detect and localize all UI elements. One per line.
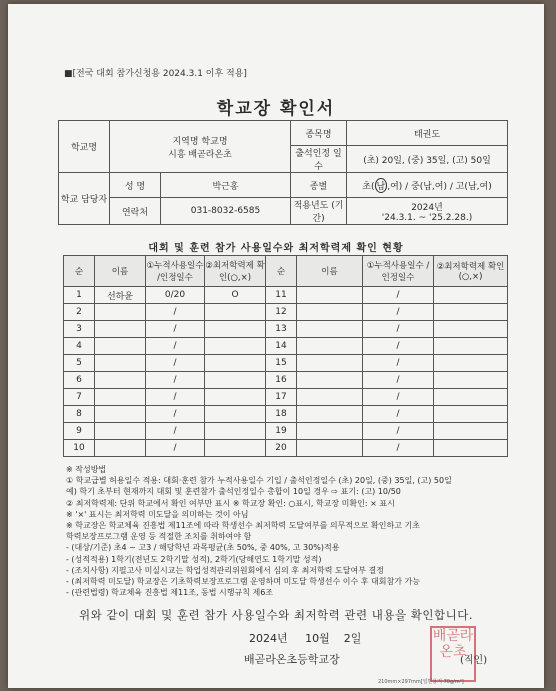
row-days: / bbox=[146, 406, 205, 423]
date-year: 2024년 bbox=[249, 632, 288, 645]
header-min: ②최저학력제 확인(○,×) bbox=[205, 256, 266, 287]
row-no: 16 bbox=[266, 372, 297, 389]
row-name bbox=[297, 287, 363, 304]
seal-label: (직인) bbox=[460, 655, 488, 666]
event-value: 태권도 bbox=[347, 121, 508, 146]
note-line: - (최저학력 미도달) 학교장은 기초학력보장프로그램 운영하며 미도달 학생선수 이수 후 대회참가 가능 bbox=[66, 577, 420, 587]
row-name bbox=[95, 389, 146, 406]
table-row bbox=[64, 287, 508, 304]
staff-label: 학교 담당자 bbox=[59, 173, 110, 225]
header-no: 순 bbox=[64, 256, 95, 287]
document-page bbox=[8, 4, 544, 688]
school-label: 학교명 bbox=[59, 121, 110, 173]
row-name bbox=[95, 406, 146, 423]
row-min bbox=[434, 440, 508, 457]
row-days: / bbox=[363, 440, 434, 457]
row-no: 5 bbox=[64, 355, 95, 372]
row-no: 7 bbox=[64, 389, 95, 406]
table-row bbox=[64, 321, 508, 338]
row-no: 10 bbox=[64, 440, 95, 457]
date-day: 2일 bbox=[343, 632, 362, 645]
row-no: 14 bbox=[266, 338, 297, 355]
row-no: 3 bbox=[64, 321, 95, 338]
row-min bbox=[434, 355, 508, 372]
row-days: / bbox=[146, 355, 205, 372]
row-no: 11 bbox=[266, 287, 297, 304]
notes bbox=[66, 464, 506, 598]
table-row bbox=[64, 406, 508, 423]
note-line: ※ 작성방법 bbox=[66, 465, 107, 474]
row-no: 17 bbox=[266, 389, 297, 406]
row-no: 2 bbox=[64, 304, 95, 321]
header-note: ■[전국 대회 참가신청용 2024.3.1 이후 적용] bbox=[64, 69, 247, 79]
row-days: / bbox=[363, 287, 434, 304]
category-circled: 남 bbox=[375, 178, 388, 193]
note-line: ② 최저학력제: 단위 학교에서 확인 여부만 표시 ※ 학교장 확인: ○표시, 학교장 미확인: × 표시 bbox=[66, 498, 395, 508]
table-row bbox=[64, 338, 508, 355]
row-min bbox=[205, 440, 266, 457]
note-line: - (대상/기준) 초4 ~ 고3 / 해당학년 과목평균(초 50%, 중 40%, 고 30%)적용 bbox=[66, 543, 340, 553]
table-row bbox=[64, 372, 508, 389]
row-min bbox=[205, 406, 266, 423]
row-name bbox=[95, 423, 146, 440]
days-label: 출석인정 일수 bbox=[291, 146, 347, 173]
row-days: / bbox=[146, 321, 205, 338]
year-value bbox=[347, 198, 508, 225]
row-name bbox=[95, 338, 146, 355]
row-min bbox=[434, 372, 508, 389]
row-min: O bbox=[205, 287, 266, 304]
participation-table bbox=[63, 255, 508, 457]
category-label: 종별 bbox=[291, 173, 347, 198]
row-name bbox=[297, 321, 363, 338]
row-min bbox=[205, 338, 266, 355]
note-line: ※ '×' 표시는 최저학력 미도달을 의미하는 것이 아님 bbox=[66, 509, 249, 519]
header-days: ①누적사용일수 /인정일수 bbox=[146, 256, 205, 287]
header-name-2: 이름 bbox=[297, 256, 363, 287]
table-row bbox=[64, 355, 508, 372]
row-days: / bbox=[363, 338, 434, 355]
row-days: / bbox=[146, 440, 205, 457]
row-no: 19 bbox=[266, 423, 297, 440]
row-min bbox=[434, 304, 508, 321]
row-name bbox=[95, 355, 146, 372]
row-days: / bbox=[363, 355, 434, 372]
table-row bbox=[64, 389, 508, 406]
row-no: 1 bbox=[64, 287, 95, 304]
note-line: 예) 학기 초부터 현재까지 대회 및 훈련참가 출석인정일수 총합이 10일 경우 ⇨ 표기: (고) 10/50 bbox=[66, 487, 401, 497]
row-name bbox=[297, 304, 363, 321]
contact-value: 031-8032-6585 bbox=[161, 198, 291, 225]
row-no: 13 bbox=[266, 321, 297, 338]
category-prefix: 초( bbox=[362, 181, 375, 192]
row-days: / bbox=[363, 389, 434, 406]
category-rest: ,여) / 중(남,여) / 고(남,여) bbox=[387, 181, 492, 192]
row-min bbox=[205, 389, 266, 406]
header-days-2: ①누적사용일수 /인정일수 bbox=[363, 256, 434, 287]
note-line: - (관련법령) 학교체육 진흥법 제11조, 동법 시행규칙 제6조 bbox=[66, 588, 274, 598]
row-no: 18 bbox=[266, 406, 297, 423]
header-name: 이름 bbox=[95, 256, 146, 287]
row-days: / bbox=[146, 338, 205, 355]
row-days: / bbox=[146, 304, 205, 321]
table-row bbox=[64, 423, 508, 440]
row-no: 9 bbox=[64, 423, 95, 440]
row-days: / bbox=[146, 372, 205, 389]
row-days: / bbox=[363, 372, 434, 389]
row-name bbox=[297, 440, 363, 457]
school-value-line1: 지역명 학교명 bbox=[172, 136, 228, 147]
row-days: / bbox=[363, 321, 434, 338]
header-min-2: ②최저학력제 확인(○,×) bbox=[434, 256, 508, 287]
name-label: 성 명 bbox=[110, 173, 161, 198]
row-days: / bbox=[363, 406, 434, 423]
year-value-line2: '24.3.1. ~ '25.2.28.) bbox=[381, 212, 473, 223]
event-label: 종목명 bbox=[291, 121, 347, 146]
row-min bbox=[205, 355, 266, 372]
contact-label: 연락처 bbox=[110, 198, 161, 225]
row-no: 6 bbox=[64, 372, 95, 389]
school-value-line2: 시흥 배곧라온초 bbox=[168, 149, 232, 160]
row-min bbox=[205, 321, 266, 338]
row-min bbox=[434, 406, 508, 423]
row-name bbox=[297, 355, 363, 372]
row-min bbox=[205, 423, 266, 440]
school-value bbox=[110, 121, 291, 173]
row-no: 4 bbox=[64, 338, 95, 355]
date bbox=[249, 630, 361, 646]
table-row bbox=[64, 440, 508, 457]
year-value-line1: 2024년 bbox=[411, 202, 443, 213]
row-name bbox=[297, 406, 363, 423]
header-no-2: 순 bbox=[266, 256, 297, 287]
paper-size-note: 210mm×297mm[일반용지 70g/m²] bbox=[378, 679, 464, 685]
row-min bbox=[434, 423, 508, 440]
row-days: 0/20 bbox=[146, 287, 205, 304]
row-min bbox=[434, 389, 508, 406]
row-days: / bbox=[363, 304, 434, 321]
row-name bbox=[95, 440, 146, 457]
section-title: 대회 및 훈련 참가 사용일수와 최저학력제 확인 현황 bbox=[148, 243, 404, 254]
days-value: (초) 20일, (중) 35일, (고) 50일 bbox=[347, 146, 508, 173]
closing-statement: 위와 같이 대회 및 훈련 참가 사용일수와 최저학력 관련 내용을 확인합니다. bbox=[79, 608, 473, 622]
row-name bbox=[95, 372, 146, 389]
note-line: ※ 학교장은 학교체육 진흥법 제11조에 따라 학생선수 최저학력 도달여부를 의무적으로 확인하고 기초 bbox=[66, 521, 420, 531]
note-line: - (조치사항) 지필고사 미실시교는 학업성적관리위원회에서 심의 후 최저학력 도달여부 결정 bbox=[66, 565, 384, 575]
row-min bbox=[205, 372, 266, 389]
school-principal: 배곧라온초등학교장 bbox=[244, 653, 340, 666]
row-min bbox=[434, 321, 508, 338]
row-name bbox=[95, 304, 146, 321]
note-line: 학력보장프로그램 운영 등 적절한 조치를 취하여야 함 bbox=[66, 532, 252, 542]
row-min bbox=[434, 287, 508, 304]
name-value: 박근홍 bbox=[161, 173, 291, 198]
table-row bbox=[64, 304, 508, 321]
seal-text: 배곧라온초 bbox=[432, 628, 474, 660]
category-value bbox=[347, 173, 508, 198]
row-no: 8 bbox=[64, 406, 95, 423]
row-min bbox=[205, 304, 266, 321]
row-name bbox=[297, 338, 363, 355]
row-no: 15 bbox=[266, 355, 297, 372]
row-name bbox=[297, 389, 363, 406]
row-name bbox=[297, 423, 363, 440]
row-name: 선하윤 bbox=[95, 287, 146, 304]
row-min bbox=[434, 338, 508, 355]
document-title: 학교장 확인서 bbox=[216, 99, 336, 119]
row-days: / bbox=[146, 389, 205, 406]
info-table bbox=[58, 120, 508, 225]
note-line: - (성적적용) 1학기(전년도 2학기말 성적), 2학기(당해연도 1학기말 성적) bbox=[66, 554, 322, 564]
note-line: ① 학교급별 허용일수 적용: 대회·훈련 참가 누적사용일수 기입 / 출석인정일수 (초) 20일, (중) 35일, (고) 50일 bbox=[66, 476, 452, 486]
row-days: / bbox=[363, 423, 434, 440]
row-name bbox=[297, 372, 363, 389]
year-label: 적용년도 (기간) bbox=[291, 198, 347, 225]
row-no: 12 bbox=[266, 304, 297, 321]
date-month: 10월 bbox=[305, 632, 330, 645]
row-name bbox=[95, 321, 146, 338]
row-no: 20 bbox=[266, 440, 297, 457]
row-days: / bbox=[146, 423, 205, 440]
